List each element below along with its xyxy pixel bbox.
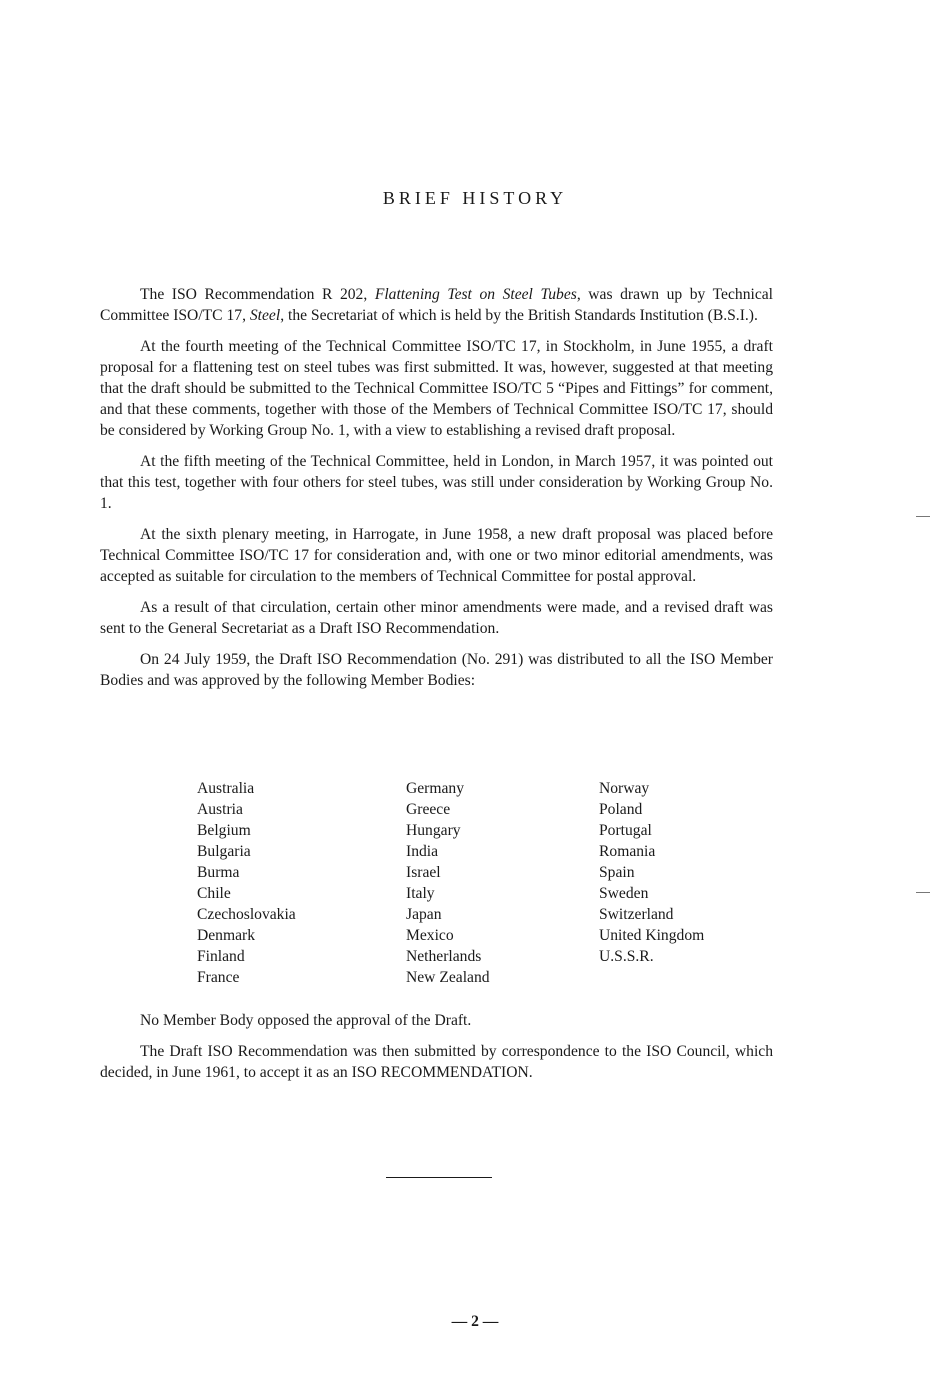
country-item: Burma (197, 864, 240, 881)
country-item: Netherlands (406, 948, 482, 965)
country-item: Mexico (406, 927, 454, 944)
country-item: Norway (599, 780, 650, 797)
section-divider (386, 1177, 492, 1178)
recommendation-title: Flattening Test on Steel Tubes (374, 286, 577, 303)
country-item: Poland (599, 801, 643, 818)
paragraph-7: No Member Body opposed the approval of the Draft. (140, 1012, 472, 1029)
country-item: New Zealand (406, 969, 490, 986)
page-title: BRIEF HISTORY (382, 188, 568, 209)
paragraph-4: At the sixth plenary meeting, in Harrogate, in June 1958, a new draft proposal was placed before Technical Committee ISO/TC 17 for consideration and, with one or two minor editorial amendments, was accepted as suitable for circulation to the members of Technical Committee for postal approval. (100, 526, 773, 585)
country-item: Portugal (599, 822, 652, 839)
country-item: United Kingdom (599, 927, 705, 944)
country-item: Denmark (197, 927, 256, 944)
country-item: Austria (197, 801, 243, 818)
country-column-1 (197, 778, 296, 988)
page-number: — 2 — (451, 1313, 499, 1330)
member-bodies-list (0, 778, 950, 993)
margin-mark (916, 892, 930, 893)
country-column-2 (406, 778, 490, 988)
paragraph-3: At the fifth meeting of the Technical Committee, held in London, in March 1957, it was pointed out that this test, together with four others for steel tubes, was still under consideration by Working Group No. 1. (100, 453, 773, 512)
country-item: Japan (406, 906, 442, 923)
country-item: Czechoslovakia (197, 906, 296, 923)
country-item: Switzerland (599, 906, 674, 923)
paragraph-6: On 24 July 1959, the Draft ISO Recommendation (No. 291) was distributed to all the ISO Member Bodies and was approved by the following Member Bodies: (100, 651, 773, 689)
country-item: France (197, 969, 240, 986)
country-column-3 (599, 778, 704, 967)
country-item: Romania (599, 843, 656, 860)
country-item: Australia (197, 780, 255, 797)
country-item: Germany (406, 780, 465, 797)
country-item: Finland (197, 948, 245, 965)
closing-text (100, 1010, 773, 1093)
country-item: Sweden (599, 885, 649, 902)
committee-name: Steel (249, 307, 281, 324)
country-item: Israel (406, 864, 441, 881)
margin-mark (916, 516, 930, 517)
history-text (100, 284, 773, 701)
paragraph-8: The Draft ISO Recommendation was then submitted by correspondence to the ISO Council, which decided, in June 1961, to accept it as an ISO RECOMMENDATION. (100, 1043, 773, 1081)
paragraph-1: The ISO Recommendation R 202, Flattening Test on Steel Tubes, was drawn up by Technical Committee ISO/TC 17, Steel, the Secretariat of which is held by the British Standards Institution (B.S.I.). (100, 286, 773, 324)
country-item: Hungary (406, 822, 461, 839)
country-item: Italy (406, 885, 435, 902)
country-item: U.S.S.R. (599, 948, 654, 965)
country-item: Chile (197, 885, 231, 902)
country-item: Spain (599, 864, 635, 881)
country-item: Greece (406, 801, 451, 818)
country-item: Bulgaria (197, 843, 251, 860)
paragraph-2: At the fourth meeting of the Technical Committee ISO/TC 17, in Stockholm, in June 1955, a draft proposal for a flattening test on steel tubes was first submitted. It was, however, suggested at that meeting that the draft should be submitted to the Technical Committee ISO/TC 5 “Pipes and Fittings” for comment, and that these comments, together with those of the Members of Technical Committee ISO/TC 17, should be considered by Working Group No. 1, with a view to establishing a revised draft proposal. (100, 338, 773, 439)
country-item: Belgium (197, 822, 251, 839)
paragraph-5: As a result of that circulation, certain other minor amendments were made, and a revised draft was sent to the General Secretariat as a Draft ISO Recommendation. (100, 599, 773, 637)
country-item: India (406, 843, 439, 860)
